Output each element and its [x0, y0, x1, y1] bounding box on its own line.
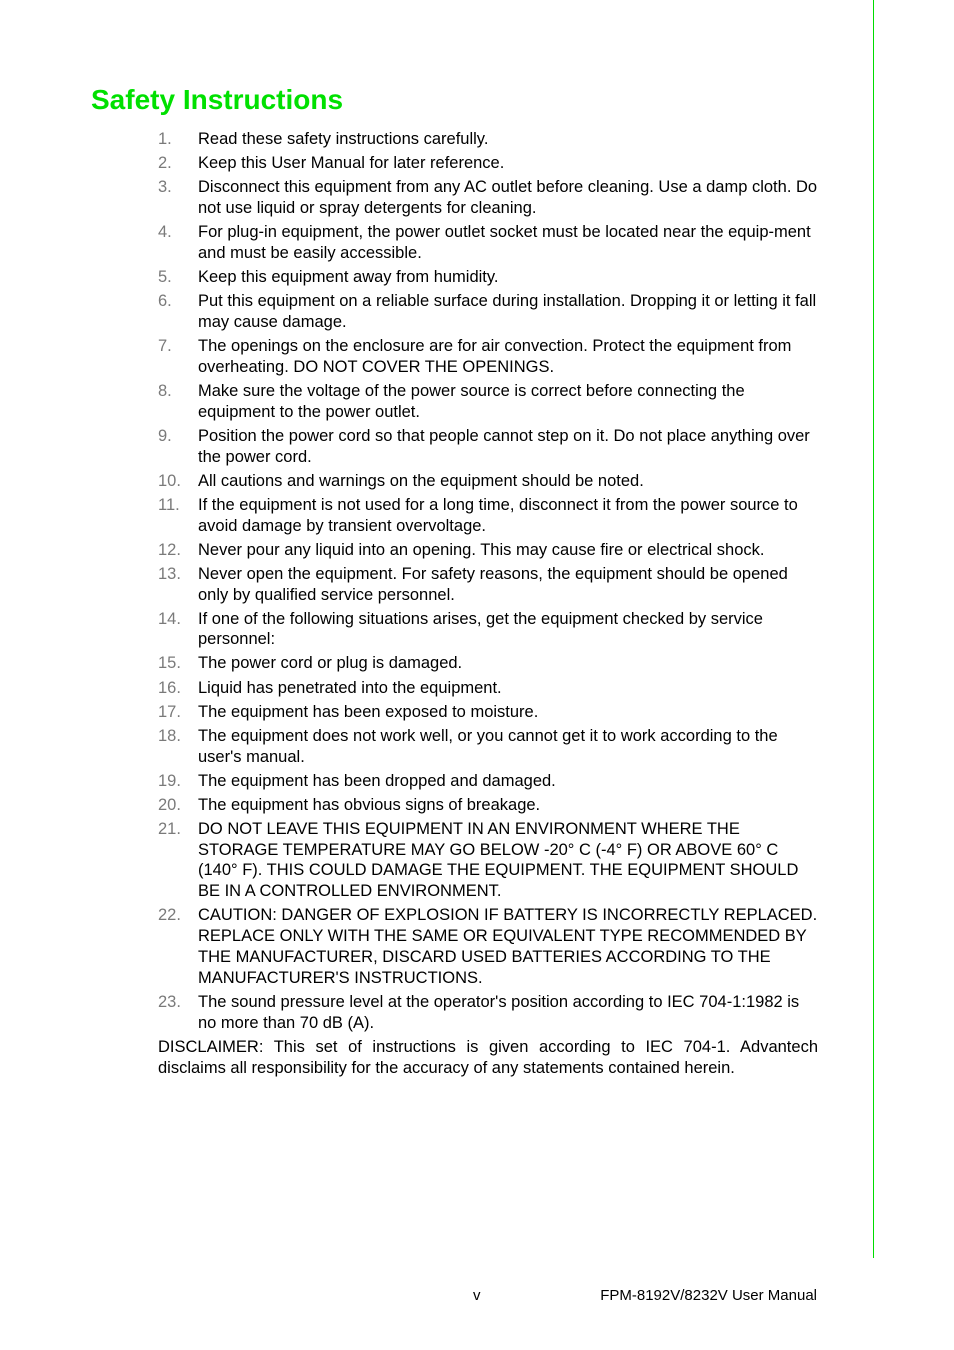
- item-number: 12.: [158, 540, 181, 559]
- item-text: The equipment does not work well, or you cannot get it to work according to the user's manual.: [198, 726, 778, 766]
- item-text: The equipment has been exposed to moisture.: [198, 702, 539, 721]
- item-text: Never open the equipment. For safety reasons, the equipment should be opened only by qualified service personnel.: [198, 564, 788, 604]
- list-item: [158, 267, 818, 288]
- list-item: [158, 726, 818, 768]
- item-text: Put this equipment on a reliable surface during installation. Dropping it or letting it fall may cause damage.: [198, 292, 817, 331]
- item-text: Read these safety instructions carefully.: [198, 130, 489, 148]
- list-item: [158, 291, 818, 333]
- item-number: 16.: [158, 678, 181, 697]
- item-text: The openings on the enclosure are for air convection. Protect the equipment from overheating. DO NOT COVER THE OPENINGS.: [198, 336, 792, 376]
- item-number: 11.: [158, 495, 180, 514]
- side-rule: [873, 0, 874, 1258]
- item-number: 3.: [158, 178, 172, 197]
- item-number: 15.: [158, 654, 181, 673]
- list-item: [158, 564, 818, 606]
- item-number: 10.: [158, 471, 181, 490]
- item-text: CAUTION: DANGER OF EXPLOSION IF BATTERY IS INCORRECTLY REPLACED. REPLACE ONLY WITH THE SAME OR EQUIVALENT TYPE RECOMMENDED BY THE MANUFACTURER, DISCARD USED BATTERIES ACCORDING TO THE MANUFACTURER'S INSTRUCTIONS.: [198, 906, 818, 987]
- list-item: [158, 540, 818, 561]
- item-number: 7.: [158, 336, 172, 355]
- item-number: 4.: [158, 223, 172, 242]
- item-number: 23.: [158, 992, 181, 1011]
- item-text: Liquid has penetrated into the equipment.: [198, 678, 502, 697]
- item-number: 22.: [158, 906, 181, 925]
- item-number: 13.: [158, 564, 181, 583]
- item-text: Keep this User Manual for later reference.: [198, 154, 505, 173]
- item-text: DO NOT LEAVE THIS EQUIPMENT IN AN ENVIRONMENT WHERE THE STORAGE TEMPERATURE MAY GO BELOW -20° C (-4° F) OR ABOVE 60° C (140° F). THIS COULD DAMAGE THE EQUIPMENT. THE EQUIPMENT SHOULD BE IN A CONTROLLED ENVIRONMENT.: [198, 819, 799, 901]
- list-item: [158, 426, 818, 468]
- list-item: [158, 495, 818, 537]
- list-item: [158, 702, 818, 723]
- list-item: [158, 471, 818, 492]
- list-item: [158, 153, 818, 174]
- list-item: [158, 609, 818, 651]
- list-item: [158, 177, 818, 219]
- item-text: Disconnect this equipment from any AC outlet before cleaning. Use a damp cloth. Do not use liquid or spray detergents for cleaning.: [198, 178, 818, 217]
- disclaimer: DISCLAIMER: This set of instructions is given according to IEC 704-1. Advantech disclaims all responsibility for the accuracy of any statements contained herein.: [158, 1038, 818, 1077]
- page-title: Safety Instructions: [91, 84, 344, 115]
- item-text: Keep this equipment away from humidity.: [198, 267, 499, 286]
- list-item: [158, 905, 818, 988]
- item-number: 21.: [158, 819, 181, 838]
- item-text: Position the power cord so that people cannot step on it. Do not place anything over the power cord.: [198, 426, 810, 466]
- manual-title: FPM-8192V/8232V User Manual: [600, 1287, 817, 1304]
- safety-list: [158, 129, 818, 1037]
- list-item: [158, 819, 818, 902]
- list-item: [158, 795, 818, 816]
- item-text: For plug-in equipment, the power outlet socket must be located near the equip-ment and must be easily accessible.: [198, 223, 811, 262]
- item-text: If one of the following situations arises, get the equipment checked by service personnel:: [198, 609, 763, 649]
- list-item: [158, 129, 818, 150]
- item-text: The equipment has obvious signs of breakage.: [198, 795, 541, 814]
- item-number: 5.: [158, 267, 172, 286]
- item-number: 20.: [158, 795, 181, 814]
- list-item: [158, 336, 818, 378]
- item-number: 6.: [158, 292, 172, 311]
- item-number: 17.: [158, 702, 181, 721]
- item-text: If the equipment is not used for a long time, disconnect it from the power source to avoid damage by transient overvoltage.: [198, 495, 798, 535]
- list-item: [158, 653, 818, 674]
- item-number: 1.: [158, 130, 172, 148]
- list-item: [158, 222, 818, 264]
- item-text: The equipment has been dropped and damaged.: [198, 771, 556, 790]
- list-item: [158, 381, 818, 423]
- item-number: 9.: [158, 426, 172, 445]
- item-text: The power cord or plug is damaged.: [198, 654, 463, 673]
- item-number: 14.: [158, 609, 181, 628]
- item-text: Make sure the voltage of the power source is correct before connecting the equipment to the power outlet.: [198, 381, 745, 421]
- item-number: 2.: [158, 154, 172, 173]
- page-number: v: [473, 1287, 481, 1304]
- item-number: 8.: [158, 381, 172, 400]
- list-item: [158, 771, 818, 792]
- list-item: [158, 992, 818, 1034]
- list-item: [158, 678, 818, 699]
- item-text: Never pour any liquid into an opening. This may cause fire or electrical shock.: [198, 540, 765, 559]
- item-text: All cautions and warnings on the equipment should be noted.: [198, 471, 644, 490]
- item-number: 19.: [158, 771, 181, 790]
- item-text: The sound pressure level at the operator's position according to IEC 704-1:1982 is no more than 70 dB (A).: [198, 992, 800, 1032]
- item-number: 18.: [158, 726, 181, 745]
